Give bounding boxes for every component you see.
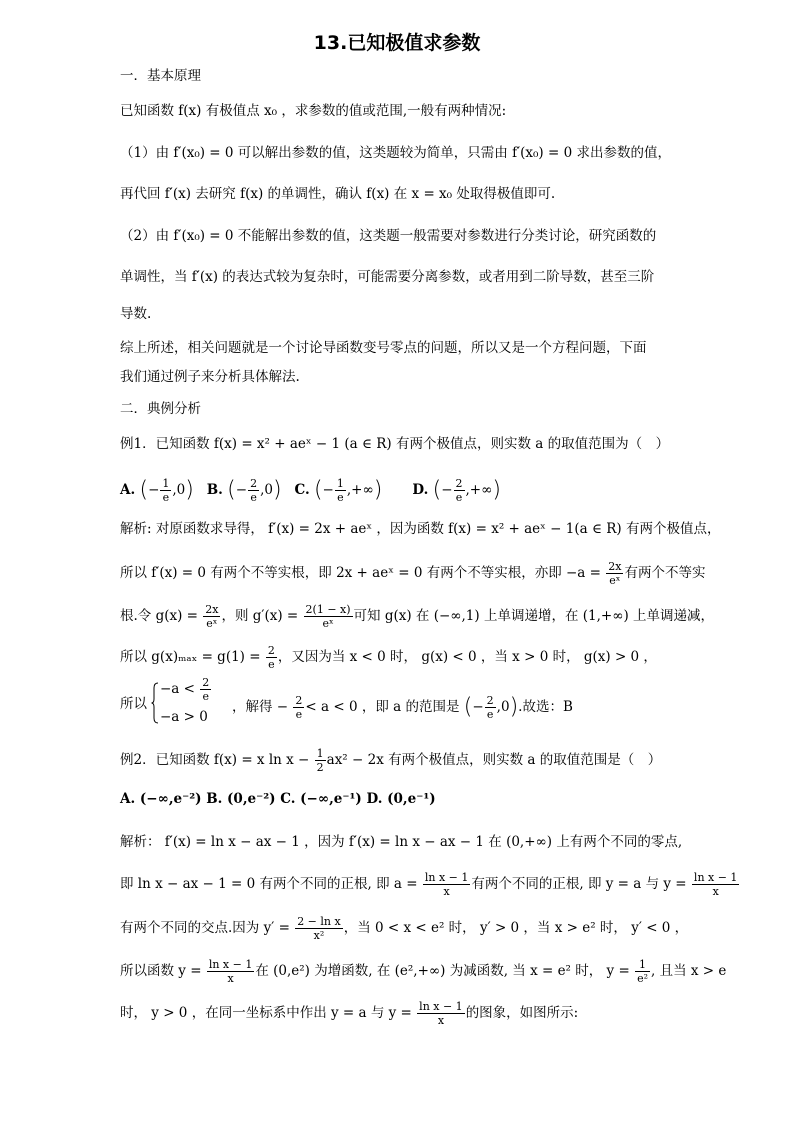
example1-solution-line-2: 所以 f′(x) = 0 有两个不等实根，即 2x + aeˣ = 0 有两个不等实根，亦即 −a = $\frac{2x}{\text{eˣ}}$ 有两个不等实: [120, 560, 706, 587]
fraction: $\frac{\text{ln x − 1}}{x}$: [208, 958, 253, 985]
fraction: $\frac{2(1 - x)}{\text{eˣ}}$: [305, 603, 351, 630]
case2-line-2: 单调性，当 f′(x) 的表达式较为复杂时，可能需要分离参数，或者用到二阶导数，甚至三阶: [120, 269, 655, 285]
example2-options: A. (−∞,e⁻²) B. (0,e⁻²) C. (−∞,e⁻¹) D. (0,e⁻¹): [120, 791, 436, 807]
fraction: $\frac{\text{ln x − 1}}{x}$: [424, 871, 469, 898]
case2-line-3: 导数.: [120, 306, 152, 322]
example1-stem: 例1．已知函数 f(x) = x² + aeˣ − 1 (a ∈ R) 有两个极值点，则实数 a 的取值范围为（ ）: [120, 436, 670, 452]
case1-line-1: （1）由 f′(x₀) = 0 可以解出参数的值，这类题较为简单，只需由 f′(x₀) = 0 求出参数的值，: [120, 145, 671, 161]
fraction: $\frac{2}{e}$: [295, 694, 303, 721]
example1-options: A. (− $\frac{1}{e}$ ,0) B. (− $\frac{2}{e}$ ,0) C. (− $\frac{1}{e}$ ,+∞) D. (− $\frac{2}{e}$ ,+∞): [120, 477, 501, 504]
option-b-label: B.: [206, 482, 223, 498]
fraction: $\frac{2x}{\text{eˣ}}$: [608, 560, 622, 587]
fraction: $\frac{2}{e}$: [486, 694, 494, 721]
option-d-label: D.: [412, 482, 429, 498]
fraction: $\frac{1}{e}$: [336, 477, 344, 504]
example2-solution-line-3: 有两个不同的交点.因为 y′ = $\frac{\text{2 − ln x}}{\text{x²}}$ ，当 0 < x < e² 时， y′ > 0 ，当 x > e² 时， y′ < 0 ，: [120, 915, 689, 942]
intro-paragraph: 已知函数 f(x) 有极值点 x₀ ，求参数的值或范围,一般有两种情况:: [120, 103, 507, 119]
case2-line-1: （2）由 f′(x₀) = 0 不能解出参数的值，这类题一般需要对参数进行分类讨论，研究函数的: [120, 228, 657, 244]
case1-line-2: 再代回 f′(x) 去研究 f(x) 的单调性，确认 f(x) 在 x = x₀ 处取得极值即可.: [120, 186, 556, 202]
left-brace-icon: [151, 682, 159, 724]
summary-line-1: 综上所述，相关问题就是一个讨论导函数变号零点的问题，所以又是一个方程问题，下面: [120, 340, 647, 356]
example1-solution-line-3: 根.令 g(x) = $\frac{2x}{\text{eˣ}}$ ，则 g′(x) = $\frac{2(1 - x)}{\text{eˣ}}$ 可知 g(x) 在 (−∞,1) 上单调递增，在 (1,+∞) 上单调递减，: [120, 603, 715, 630]
example1-solution-line-5: ，解得 − $\frac{2}{e}$ < a < 0 ，即 a 的范围是 (− $\frac{2}{e}$ ,0).故选：B: [232, 694, 573, 721]
fraction: $\frac{\text{ln x − 1}}{x}$: [419, 1000, 463, 1027]
fraction: $\frac{\text{ln x − 1}}{x}$: [693, 871, 738, 898]
fraction: $\frac{2}{e}$: [267, 644, 275, 671]
fraction: $\frac{1}{2}$: [316, 747, 324, 774]
section-heading-examples: 二．典例分析: [120, 401, 201, 417]
fraction: $\frac{\text{2 − ln x}}{\text{x²}}$: [297, 915, 341, 942]
section-heading-basic-principles: 一．基本原理: [120, 68, 201, 84]
example2-solution-line-5: 时， y > 0 ，在同一坐标系中作出 y = a 与 y = $\frac{\text{ln x − 1}}{x}$ 的图象，如图所示:: [120, 1000, 579, 1027]
option-a-label: A.: [120, 482, 136, 498]
fraction: $\frac{2}{e}$: [455, 477, 463, 504]
summary-line-2: 我们通过例子来分析具体解法.: [120, 369, 300, 385]
fraction: $\frac{2x}{\text{eˣ}}$: [205, 603, 219, 630]
example2-stem: 例2．已知函数 f(x) = x ln x − $\frac{1}{2}$ ax² − 2x 有两个极值点，则实数 a 的取值范围是（ ）: [120, 747, 662, 774]
fraction: $\frac{1}{\text{e²}}$: [637, 958, 649, 985]
fraction: $\frac{1}{e}$: [162, 477, 170, 504]
example1-solution-line-4: 所以 g(x)ₘₐₓ = g(1) = $\frac{2}{e}$ ，又因为当 x < 0 时， g(x) < 0 ，当 x > 0 时， g(x) > 0 ，: [120, 644, 657, 671]
option-c-label: C.: [294, 482, 310, 498]
example1-solution-line-1: 解析: 对原函数求导得， f′(x) = 2x + aeˣ ，因为函数 f(x) = x² + aeˣ − 1(a ∈ R) 有两个极值点，: [120, 521, 721, 537]
example1-solution-line-5-label: 所以: [120, 696, 147, 712]
fraction: $\frac{2}{e}$: [202, 676, 210, 703]
inequality-system-row-1: −a < $\frac{2}{e}$: [160, 676, 210, 703]
example2-solution-line-1: 解析： f′(x) = ln x − ax − 1 ，因为 f′(x) = ln x − ax − 1 在 (0,+∞) 上有两个不同的零点,: [120, 834, 683, 850]
page-title: 13.已知极值求参数: [313, 32, 481, 54]
example2-solution-line-4: 所以函数 y = $\frac{\text{ln x − 1}}{x}$ 在 (0,e²) 为增函数, 在 (e²,+∞) 为减函数, 当 x = e² 时， y = $\frac{1}{\text{e²}}$ , 且当 x > e: [120, 958, 727, 985]
fraction: $\frac{2}{e}$: [250, 477, 258, 504]
example2-solution-line-2: 即 ln x − ax − 1 = 0 有两个不同的正根, 即 a = $\frac{\text{ln x − 1}}{x}$ 有两个不同的正根, 即 y = a 与 y = $\frac{\text{ln x − 1}}{x}$: [120, 871, 738, 898]
inequality-system-row-2: −a > 0: [160, 709, 208, 725]
